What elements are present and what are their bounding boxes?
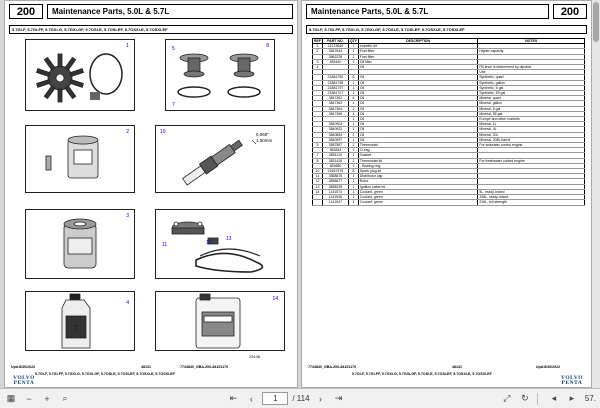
ref-cell: 3 (313, 59, 323, 64)
notes-cell: Mineral, 1L (478, 122, 585, 127)
notes-cell: Use (478, 70, 585, 75)
part-no-cell: 3847362 (322, 96, 348, 101)
right-page (301, 0, 592, 388)
part-no-cell: 3840854 (322, 132, 348, 137)
footer-date: Upd:8/30/2022 (11, 365, 36, 369)
box-number: 2 (126, 129, 129, 135)
left-page (4, 0, 298, 388)
qty-cell: 1 (348, 195, 358, 200)
qty-cell: 1 (348, 143, 358, 148)
qty-cell: 1 (348, 117, 358, 122)
total-pages: / 114 (292, 394, 310, 403)
description-cell: Oil filter (358, 59, 477, 64)
model-list: 5.7Gi-F, 5.7Gi-FF, 5.7GXi-G, 5.7GXi-GF, 5.7OSi-E, 5.7OSi-EF, 5.7OSXi-E, 5.7OSXi-EF (9, 25, 293, 34)
description-cell: Thermostat kit (358, 158, 477, 163)
description-cell: Oil (358, 137, 477, 142)
description-cell: Oil (358, 101, 477, 106)
part-no-cell: 3851119 (322, 153, 348, 158)
box-number: 12 (206, 240, 212, 246)
qty-cell: 1 (348, 132, 358, 137)
part-no-cell: 21657475 (322, 169, 348, 174)
qty-cell: 1 (348, 111, 358, 116)
notes-cell: Mineral, 5 gal (478, 106, 585, 111)
page-title: Maintenance Parts, 5.0L & 5.7L (47, 4, 293, 19)
illustration-box-oil (25, 291, 135, 351)
notes-cell: Mineral, 4L (478, 127, 585, 132)
notes-cell: Mineral, gallon (478, 101, 585, 106)
qty-cell: 1 (348, 153, 358, 158)
impeller-illustration (26, 40, 134, 110)
illustration-box-coolant (155, 291, 285, 351)
illustration-box-impeller (25, 39, 135, 111)
notes-cell: 5L, ready-mixed (478, 189, 585, 194)
col-qty: QTY (349, 39, 358, 43)
part-no-cell: 3847365 (322, 111, 348, 116)
ref-cell: 13 (313, 184, 323, 189)
coolant-jug-illustration (156, 292, 284, 350)
part-no-cell: 3840903 (322, 122, 348, 127)
part-no-cell: 3847644 (322, 49, 348, 54)
part-no-cell: 21881797 (322, 85, 348, 90)
description-cell: Impeller kit (358, 44, 477, 49)
oil-filter-illustration (26, 210, 134, 278)
description-cell: Distributor cap (358, 174, 477, 179)
part-no-cell: 826680 (322, 163, 348, 168)
description-cell: Oil (358, 111, 477, 116)
page-title: Maintenance Parts, 5.0L & 5.7L (306, 4, 549, 19)
qty-cell: 1 (348, 137, 358, 142)
illustration-box-oil-filter (25, 209, 135, 279)
qty-cell: 6 (348, 75, 358, 80)
notes-cell: For freshwater cooled engine (478, 158, 585, 163)
footer-date: Upd:8/30/2022 (536, 365, 561, 369)
notes-cell: Mineral, quart (478, 96, 585, 101)
description-cell: Oil (358, 96, 477, 101)
part-no-cell: 3847363 (322, 101, 348, 106)
ref-cell (313, 200, 323, 205)
notes-cell: For seawater cooled engine (478, 143, 585, 148)
logo-line: PENTA (13, 380, 35, 386)
first-page-icon[interactable]: ⇤ (229, 393, 238, 403)
sidebar-toggle-icon[interactable]: ▦ (6, 393, 16, 403)
notes-cell: 216L, full strength (478, 200, 585, 205)
qty-cell: 1 (348, 59, 358, 64)
notes-cell: Mineral, 208L barrel (478, 137, 585, 142)
illustration-box-spark-plug (155, 125, 285, 193)
part-no-cell: 3840922 (322, 127, 348, 132)
zoom-in-icon[interactable]: + (44, 393, 50, 404)
notes-cell: Fill level is determined by dipstick (478, 65, 585, 70)
box-number: 7 (172, 102, 175, 108)
qty-cell: 1 (348, 163, 358, 168)
last-page-icon[interactable]: ⇥ (334, 393, 343, 403)
ref-cell: 7 (313, 153, 323, 158)
description-cell: Coolant, green (358, 200, 477, 205)
part-no-cell: 3847364 (322, 106, 348, 111)
part-no-cell: 983844 (322, 148, 348, 153)
notes-cell: Synthetic, gallon (478, 80, 585, 85)
volvo-penta-logo (13, 376, 35, 386)
toolbar-divider (537, 393, 538, 405)
qty-cell: 1 (348, 91, 358, 96)
ref-cell: 5 (313, 143, 323, 148)
description-cell: Oil (358, 91, 477, 96)
qty-cell: 1 (348, 189, 358, 194)
rotate-icon[interactable]: ↻ (521, 393, 529, 403)
description-cell: Oil (358, 80, 477, 85)
description-cell: Oil (358, 85, 477, 90)
notes-cell: Synthetic, 5 gal (478, 85, 585, 90)
ref-cell: 10 (313, 169, 323, 174)
notes-cell: Synthetic, 55 gal (478, 91, 585, 96)
part-no-cell: 3858235 (322, 184, 348, 189)
description-cell: Oil (358, 132, 477, 137)
qty-cell: 8 (348, 169, 358, 174)
col-notes: NOTES (478, 39, 585, 44)
illustration-box-fuel-filter (25, 125, 135, 193)
box-number: 11 (162, 242, 168, 248)
bottle-mark: 7 (74, 326, 78, 332)
ref-cell: 2 (313, 49, 323, 54)
box-number: 14 (272, 296, 278, 302)
description-cell: Oil (358, 117, 477, 122)
ref-cell: 11 (313, 174, 323, 179)
logo-line: VOLVO (561, 375, 583, 381)
model-list: 5.7Gi-F, 5.7Gi-FF, 5.7GXi-G, 5.7GXi-GF, 5.7OSi-E, 5.7OSi-EF, 5.7OSXi-E, 5.7OSXi-EF (306, 25, 587, 34)
page-number-input[interactable]: 1 (262, 392, 288, 405)
box-number: 8 (266, 43, 269, 49)
description-cell: Fuel filter (358, 49, 477, 54)
thermostat-illustration (166, 40, 274, 110)
figure-id: 29146 (249, 354, 261, 359)
vertical-scrollbar[interactable] (592, 0, 600, 388)
description-cell: Thermostat (358, 143, 477, 148)
qty-cell: 1 (348, 174, 358, 179)
oil-bottle-illustration (26, 292, 134, 350)
part-no-cell: 21213649 (322, 44, 348, 49)
scrollbar-thumb[interactable] (593, 2, 599, 42)
notes-cell: Mineral, 20L (478, 132, 585, 137)
ignition-illustration (156, 210, 284, 278)
zoom-level[interactable]: 57. (584, 394, 597, 403)
description-cell: . Sealing ring (358, 163, 477, 168)
description-cell: Oil (358, 75, 477, 80)
part-no-cell: 1141574 (322, 189, 348, 194)
part-no-cell: 835440 (322, 59, 348, 64)
description-cell: Rotor (358, 179, 477, 184)
part-no-cell: 1141546 (322, 195, 348, 200)
zoom-out-icon[interactable]: − (26, 393, 32, 404)
part-no-cell: 3587587 (322, 143, 348, 148)
ref-cell: 12 (313, 179, 323, 184)
footer-doc: 7744840_GBA-200-84161170 (308, 365, 357, 369)
qty-cell: 1 (348, 200, 358, 205)
part-no-cell: 3862228 (322, 54, 348, 59)
ref-cell: 8 (313, 158, 323, 163)
box-number: 5 (172, 46, 175, 52)
chevron-left-icon[interactable]: ◂ (551, 393, 557, 403)
description-cell: Oil (358, 65, 477, 70)
qty-cell: 1 (348, 184, 358, 189)
notes-cell: Europe and other markets (478, 117, 585, 122)
box-number: 1 (126, 43, 129, 49)
illustration-box-ignition (155, 209, 285, 279)
ref-cell: 1 (313, 44, 323, 49)
box-number: 13 (226, 236, 232, 242)
description-cell: Gasket (358, 153, 477, 158)
footer-models: 5.7Gi-F, 5.7Gi-FF, 5.7GXi-G, 5.7GXi-GF, 5.7OSi-E, 5.7OSi-EF, 5.7OSXi-E, 5.7OSXi-EF (35, 372, 175, 376)
qty-cell: 1 (348, 106, 358, 111)
footer-code: 48131 (141, 365, 151, 369)
spark-gap-inch: 0.060" (256, 132, 269, 137)
fuel-filter-illustration (26, 126, 134, 192)
description-cell: Oil (358, 106, 477, 111)
fit-icon[interactable]: ⤢ (503, 393, 511, 403)
description-cell: Spark plug kit (358, 169, 477, 174)
table-row (313, 200, 585, 205)
description-cell: Oil (358, 127, 477, 132)
parts-table (312, 38, 585, 206)
qty-cell: 1 (348, 44, 358, 49)
description-cell: Coolant, green (358, 189, 477, 194)
pdf-toolbar (0, 388, 600, 408)
qty-cell: 1 (348, 54, 358, 59)
qty-cell: 1 (348, 80, 358, 85)
qty-cell: 1 (348, 127, 358, 132)
qty-cell: 1 (348, 179, 358, 184)
ref-cell: 14 (313, 189, 323, 194)
ref-cell: 4 (313, 65, 323, 70)
part-no-cell: 21881707 (322, 91, 348, 96)
footer-models: 5.7Gi-F, 5.7Gi-FF, 5.7GXi-G, 5.7GXi-GF, 5.7OSi-E, 5.7OSi-EF, 5.7OSXi-E, 5.7OSXi-EF (352, 372, 492, 376)
description-cell: Ignition cable kit (358, 184, 477, 189)
volvo-penta-logo (561, 376, 583, 386)
part-no-cell: 3831426 (322, 158, 348, 163)
page-number: 200 (553, 4, 587, 19)
part-no-cell: 3840997 (322, 137, 348, 142)
description-cell: O-ring (358, 148, 477, 153)
notes-cell: 208L, ready-mixed (478, 195, 585, 200)
prev-page-icon[interactable]: ‹ (249, 393, 253, 404)
description-cell: Oil (358, 122, 477, 127)
qty-cell: 1 (348, 85, 358, 90)
box-number: 10 (160, 129, 166, 135)
qty-cell: 1 (348, 49, 358, 54)
logo-line: VOLVO (13, 375, 35, 381)
qty-cell: 1 (348, 101, 358, 106)
spark-gap-mm: 1.50mm (256, 138, 273, 143)
part-no-cell: 1141547 (322, 200, 348, 205)
notes-cell: Higher capacity (478, 49, 585, 54)
notes-cell: Mineral, 55 gal (478, 111, 585, 116)
box-number: 4 (126, 300, 129, 306)
part-no-cell: 21881790 (322, 75, 348, 80)
col-part-no: PART NO. (322, 39, 348, 44)
description-cell: Coolant, green (358, 195, 477, 200)
part-no-cell: 3858675 (322, 174, 348, 179)
footer-doc: 7744840_GBA-200-84161170 (180, 365, 229, 369)
illustration-box-thermostat (165, 39, 275, 111)
notes-cell: Synthetic, quart (478, 75, 585, 80)
footer-code: 48131 (452, 365, 462, 369)
qty-cell: 6 (348, 96, 358, 101)
qty-cell: 1 (348, 158, 358, 163)
qty-cell: 1 (348, 122, 358, 127)
chevron-right-icon[interactable]: ▸ (569, 393, 575, 403)
part-no-cell: 21881795 (322, 80, 348, 85)
qty-cell: 1 (348, 148, 358, 153)
description-cell: Fuel filter (358, 54, 477, 59)
next-page-icon[interactable]: › (319, 393, 323, 404)
box-number: 3 (126, 213, 129, 219)
logo-line: PENTA (561, 380, 583, 386)
col-ref: REF (313, 39, 321, 43)
page-number: 200 (9, 4, 43, 19)
part-no-cell: 3858677 (322, 179, 348, 184)
search-icon[interactable]: ⌕ (62, 393, 68, 403)
col-description: DESCRIPTION (358, 39, 477, 44)
